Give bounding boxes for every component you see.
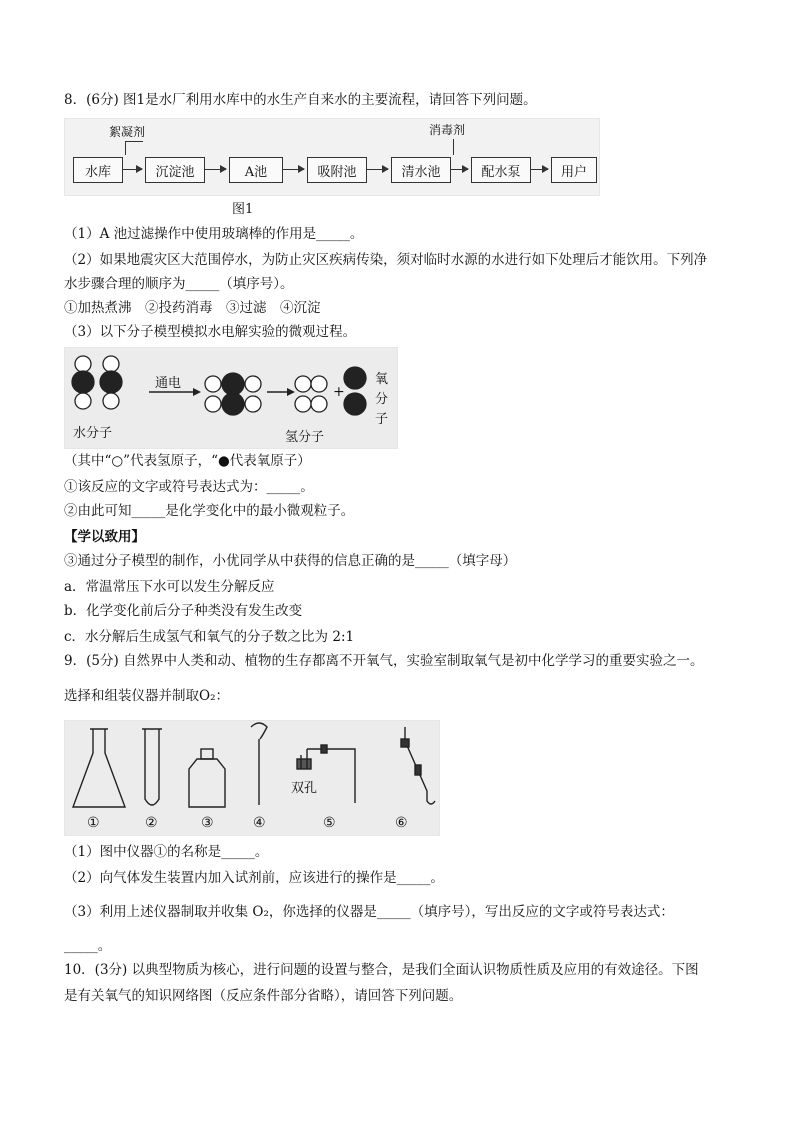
- molecule-model-svg: [65, 348, 397, 448]
- oxygen-molecule: [344, 367, 366, 415]
- funnel-icon: [251, 723, 267, 805]
- q8-part2-options: ①加热煮沸 ②投药消毒 ③过滤 ④沉淀: [64, 300, 321, 316]
- electrify-label: 通电: [155, 376, 182, 391]
- q8-part2-line2: 水步骤合理的顺序为_____（填序号）。: [64, 276, 294, 292]
- flow-box-a-pool: A池: [229, 157, 283, 183]
- apparatus-label-6: ⑥: [395, 815, 408, 831]
- flow-diagram: [64, 118, 600, 196]
- molecule-model-figure: [64, 347, 398, 449]
- q8-part2-line1: （2）如果地震灾区大范围停水，为防止灾区疾病传染，须对临时水源的水进行如下处理后才能饮用。下列净: [64, 252, 708, 268]
- q8-sub3: ③通过分子模型的制作，小优同学从中获得的信息正确的是_____（填字母）: [64, 553, 517, 569]
- q10-title-line2: 是有关氧气的知识网络图（反应条件部分省略），请回答下列问题。: [64, 988, 463, 1004]
- flow-box-user: 用户: [551, 157, 597, 183]
- oxygen-label-1: 氧: [375, 372, 389, 387]
- q8-option-b: b．化学变化前后分子种类没有发生改变: [64, 603, 303, 619]
- test-tube-icon: [142, 729, 162, 805]
- figure-caption: 图1: [232, 202, 254, 217]
- q8-option-a: a．常温常压下水可以发生分解反应: [64, 579, 275, 595]
- flow-arrow: [366, 169, 388, 170]
- delivery-tube-icon: [401, 727, 435, 804]
- q8-title: 8．(6分) 图1是水厂利用水库中的水生产自来水的主要流程，请回答下列问题。: [64, 92, 537, 108]
- apparatus-label-4: ④: [253, 815, 266, 831]
- oxygen-label-2: 分: [375, 392, 389, 407]
- plus-sign: +: [333, 384, 345, 400]
- double-hole-label: 双孔: [291, 781, 318, 796]
- separated-atoms: [205, 373, 261, 415]
- q8-model-note: （其中“○”代表氢原子，“●代表氧原子）: [64, 453, 311, 469]
- flow-arrow: [282, 169, 304, 170]
- q9-part3-answer: _____。: [64, 938, 112, 954]
- q9-intro: 选择和组装仪器并制取O₂：: [64, 688, 229, 704]
- apparatus-svg: [65, 721, 439, 835]
- gas-bottle-icon: [189, 749, 225, 807]
- flow-box-pump: 配水泵: [471, 157, 531, 183]
- q9-part1: （1）图中仪器①的名称是_____。: [64, 844, 269, 860]
- flow-box-reservoir: 水库: [73, 157, 123, 183]
- hydrogen-molecules: [295, 376, 327, 412]
- hydrogen-molecule-label: 氢分子: [285, 430, 325, 445]
- water-molecule: [72, 356, 94, 409]
- flow-box-sedimentation: 沉淀池: [145, 157, 205, 183]
- apparatus-figure: [64, 720, 440, 836]
- disinfectant-drop-line: [453, 139, 454, 155]
- flow-arrow: [204, 169, 226, 170]
- flow-arrow: [122, 169, 142, 170]
- flow-box-adsorption: 吸附池: [307, 157, 367, 183]
- apply-heading: 【学以致用】: [64, 529, 145, 545]
- q9-title: 9．(5分) 自然界中人类和动、植物的生存都离不开氧气，实验室制取氧气是初中化学学习的重要实验之一。: [64, 653, 704, 669]
- coagulant-hook-line: [125, 141, 143, 142]
- flow-arrow: [450, 169, 468, 170]
- flow-box-clear-water: 清水池: [391, 157, 451, 183]
- water-molecule: [100, 356, 122, 409]
- apparatus-label-5: ⑤: [323, 815, 336, 831]
- q8-part1: （1）A 池过滤操作中使用玻璃棒的作用是_____。: [64, 226, 364, 242]
- conical-flask-icon: [73, 729, 125, 807]
- coagulant-drop-line: [125, 141, 126, 155]
- apparatus-label-1: ①: [87, 815, 100, 831]
- q8-option-c: c．水分解后生成氢气和氧气的分子数之比为 2:1: [64, 629, 355, 645]
- flow-arrow: [530, 169, 548, 170]
- q9-part2: （2）向气体发生装置内加入试剂前，应该进行的操作是_____。: [64, 870, 444, 886]
- apparatus-label-3: ③: [201, 815, 214, 831]
- q8-sub2: ②由此可知_____是化学变化中的最小微观粒子。: [64, 503, 355, 519]
- water-molecule-label: 水分子: [73, 426, 113, 441]
- q8-sub1: ①该反应的文字或符号表达式为：_____。: [64, 479, 314, 495]
- disinfectant-label: 消毒剂: [429, 123, 466, 137]
- q9-part3: （3）利用上述仪器制取并收集 O₂，你选择的仪器是_____（填序号），写出反应的文字或符号表达式：: [64, 904, 674, 920]
- q8-part3: （3）以下分子模型模拟水电解实验的微观过程。: [64, 324, 357, 340]
- apparatus-label-2: ②: [145, 815, 158, 831]
- oxygen-label-3: 子: [375, 412, 389, 427]
- q10-title-line1: 10．(3分) 以典型物质为核心，进行问题的设置与整合，是我们全面认识物质性质及应用的有效途径。下图: [64, 962, 699, 978]
- coagulant-label: 絮凝剂: [109, 125, 146, 139]
